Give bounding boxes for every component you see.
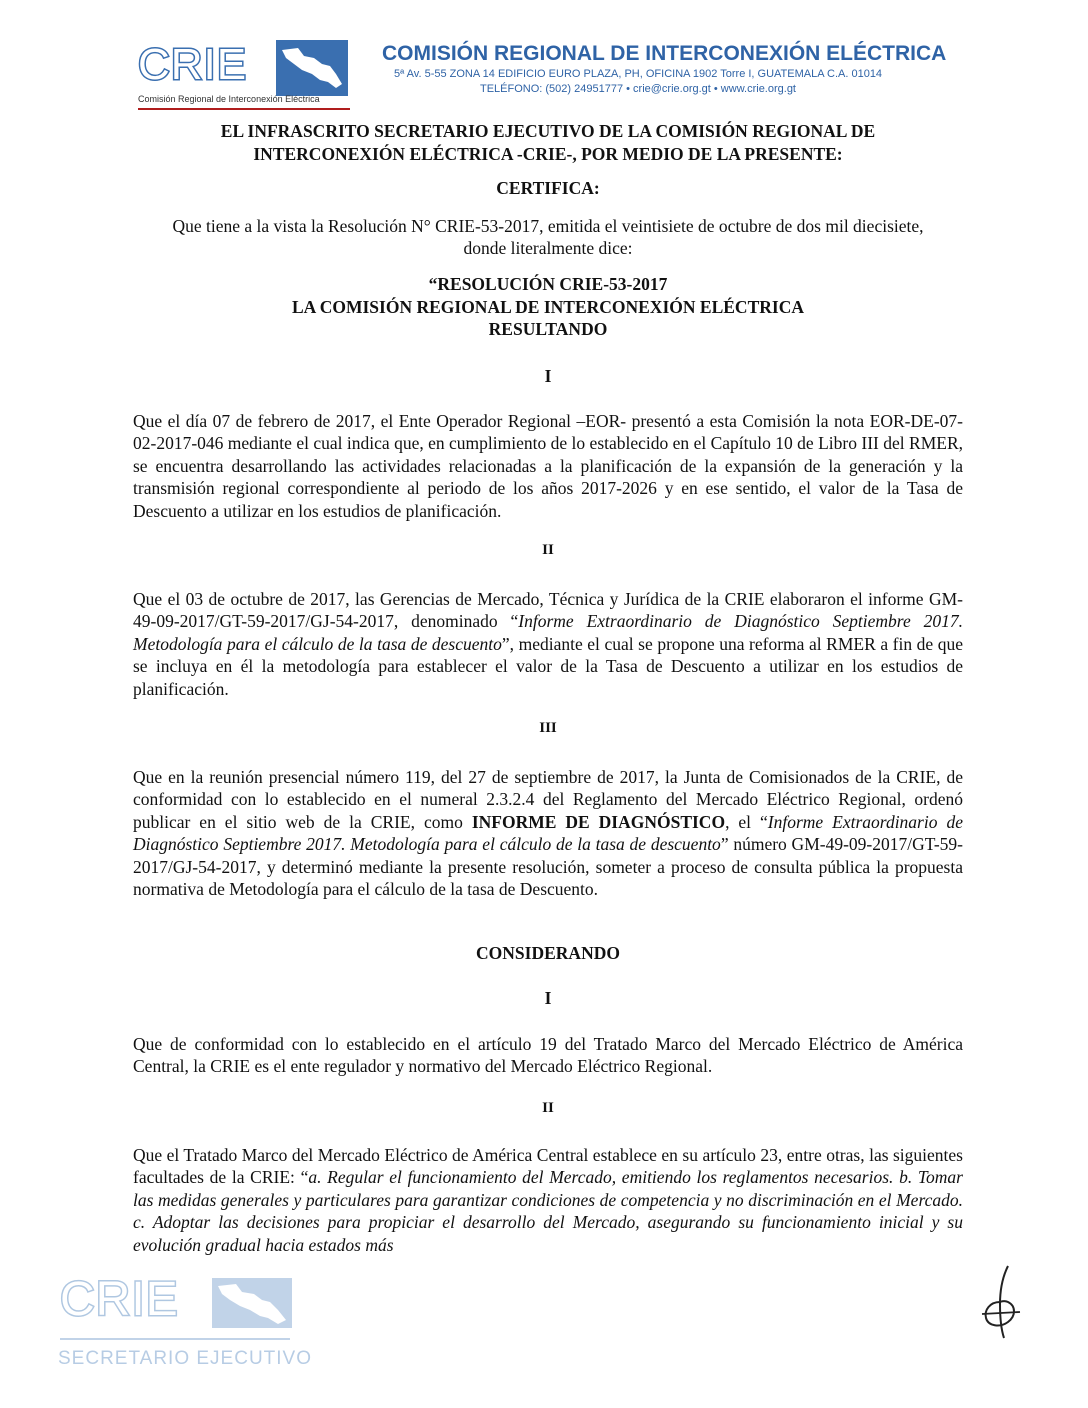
section-number: III [539, 720, 557, 736]
stamp-title: SECRETARIO EJECUTIVO [58, 1348, 313, 1369]
paragraph-text: ”, mediante el cual se propone una reforma al RMER a fin de que se incluya en él la metodología para establecer el valor de la Tasa de Descuento a utilizar en los estudios de planificación. [133, 633, 963, 699]
considerando-i-paragraph [133, 1033, 963, 1078]
certification-text [133, 215, 963, 260]
org-name: COMISIÓN REGIONAL DE INTERCONEXIÓN ELÉCTRICA [382, 42, 947, 65]
bold-term: INFORME DE DIAGNÓSTICO [471, 811, 726, 832]
italic-quote: a. Regular el funcionamiento del Mercado, emitiendo los reglamentos necesarios. b. Tomar las medidas generales y particulares para garantizar condiciones de competencia y no discriminación en el Mercado. c. Adoptar las decisiones para propiciar el desarrollo del Mercado, asegurando su funcionamiento inicial y su evolución gradual hacia estados más [133, 1167, 963, 1255]
italic-title: Informe Extraordinario de Diagnóstico Septiembre 2017. Metodología para el cálculo de la tasa de descuento [133, 611, 963, 654]
central-america-map-icon [212, 1278, 292, 1328]
paragraph-text: ” número GM-49-09-2017/GT-59-2017/GJ-54-2017, y determinó mediante la presente resolución, someter a proceso de consulta pública la propuesta normativa de Metodología para el cálculo de la tasa de Descuento. [133, 834, 963, 900]
section-number: II [542, 1100, 554, 1116]
resolution-title [133, 273, 963, 341]
resultando-ii-paragraph [133, 588, 963, 700]
section-number: II [542, 542, 554, 558]
intro-line: EL INFRASCRITO SECRETARIO EJECUTIVO DE LA COMISIÓN REGIONAL DE [220, 121, 876, 141]
section-number: I [544, 366, 552, 386]
central-america-map-icon [276, 40, 348, 96]
paragraph-text: Que el día 07 de febrero de 2017, el Ente Operador Regional –EOR- presentó a esta Comisión la nota EOR-DE-07-02-2017-046 mediante el cual indica que, en cumplimiento de lo establecido en el Capítulo 10 de Libro III del RMER, se encuentra desarrollando las actividades relacionadas a la planificación de la expansión de la generación y la transmisión regional correspondiente al periodo de los años 2017-2026 y en ese sentido, el valor de la Tasa de Descuento a utilizar en los estudios de planificación. [133, 411, 963, 521]
resultando-i-paragraph [133, 410, 963, 522]
section-number: I [544, 988, 552, 1008]
res-title-line: RESULTANDO [488, 319, 608, 339]
considerando-ii-paragraph [133, 1144, 963, 1256]
logo-subtitle: Comisión Regional de Interconexión Eléctrica [138, 94, 320, 104]
certifica-heading: CERTIFICA: [496, 178, 600, 198]
cert-line: Que tiene a la vista la Resolución N° CRIE-53-2017, emitida el veintisiete de octubre de dos mil diecisiete, [172, 216, 924, 236]
intro-heading [133, 120, 963, 166]
resultando-iii-paragraph [133, 766, 963, 900]
res-title-line: LA COMISIÓN REGIONAL DE INTERCONEXIÓN ELÉCTRICA [292, 296, 804, 317]
cert-line: donde literalmente dice: [463, 238, 633, 259]
considerando-heading: CONSIDERANDO [476, 943, 620, 963]
paragraph-text: Que de conformidad con lo establecido en el artículo 19 del Tratado Marco del Mercado Eléctrico de América Central, la CRIE es el ente regulador y normativo del Mercado Eléctrico Regional. [133, 1034, 963, 1077]
intro-line: INTERCONEXIÓN ELÉCTRICA -CRIE-, POR MEDIO DE LA PRESENTE: [253, 144, 843, 164]
handwritten-initial-icon [978, 1262, 1024, 1342]
paragraph-text: Que el Tratado Marco del Mercado Eléctrico de América Central establece en su artículo 23, entre otras, las siguientes facultades de la CRIE: “ [133, 1145, 963, 1188]
logo-underline [138, 108, 350, 110]
paragraph-text: Que en la reunión presencial número 119, del 27 de septiembre de 2017, la Junta de Comisionados de la CRIE, de conformidad con lo establecido en el numeral 2.3.2.4 del Reglamento del Mercado Eléctrico Regional, ordenó publicar en el sitio web de la CRIE, como [133, 767, 963, 832]
org-contact: TELÉFONO: (502) 24951777 • crie@crie.org.gt • www.crie.org.gt [480, 83, 796, 95]
stamp-rule [60, 1338, 290, 1340]
stamp-wordmark: CRIE [60, 1273, 179, 1326]
paragraph-text: , el “ [725, 811, 768, 832]
org-address: 5ª Av. 5-55 ZONA 14 EDIFICIO EURO PLAZA, PH, OFICINA 1902 Torre I, GUATEMALA C.A. 01014 [394, 68, 883, 80]
italic-title: Informe Extraordinario de Diagnóstico Septiembre 2017. Metodología para el cálculo de la tasa de descuento [133, 811, 963, 855]
paragraph-text: Que el 03 de octubre de 2017, las Gerencias de Mercado, Técnica y Jurídica de la CRIE elaboraron el informe GM-49-09-2017/GT-59-2017/GJ-54-2017, denominado “ [133, 589, 963, 632]
logo-wordmark: CRIE [138, 40, 248, 89]
crie-logo [130, 38, 360, 108]
letterhead [130, 38, 970, 110]
secretary-stamp [52, 1272, 313, 1382]
res-title-line: “RESOLUCIÓN CRIE-53-2017 [428, 274, 668, 294]
